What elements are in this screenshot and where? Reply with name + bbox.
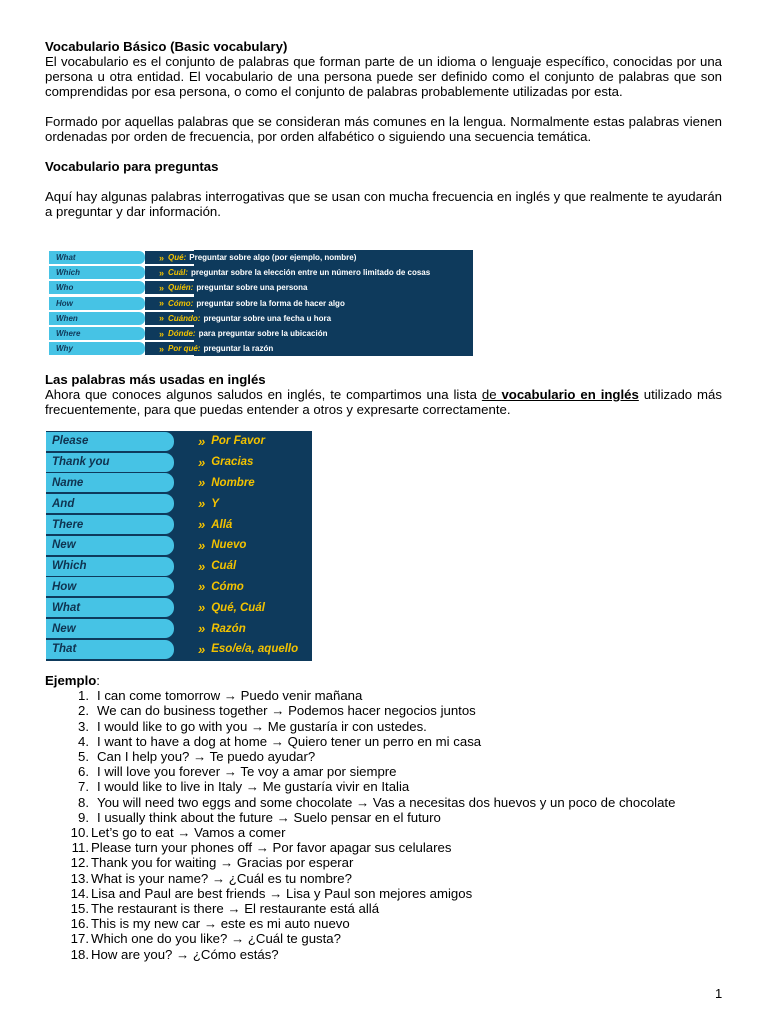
- example-item: [45, 855, 722, 870]
- example-number: 1.: [78, 688, 89, 704]
- common-word-row: [46, 639, 312, 660]
- example-number: 13.: [70, 870, 89, 886]
- double-arrow-icon: »: [198, 517, 206, 533]
- common-word-translation: Eso/e/a, aquello: [211, 643, 299, 656]
- question-word-spanish: [145, 281, 473, 294]
- question-word-english: Where: [49, 327, 145, 340]
- example-item: [45, 779, 722, 794]
- common-word-spanish: [178, 557, 312, 576]
- paragraph-question-words: Aquí hay algunas palabras interrogativas que se usan con mucha frecuencia en inglés y que realmente te ayudarán a preguntar y dar información.: [45, 189, 722, 219]
- common-word-row: [46, 452, 312, 473]
- common-word-translation: Cuál: [211, 560, 237, 573]
- common-word-english: Which: [46, 557, 174, 576]
- double-arrow-icon: »: [198, 537, 206, 553]
- examples-list: [45, 688, 722, 962]
- question-word-keyword: Cómo:: [168, 298, 194, 308]
- common-word-spanish: [178, 640, 312, 659]
- question-word-row: [49, 296, 473, 311]
- example-number: 12.: [70, 855, 89, 871]
- common-word-translation: Y: [211, 497, 219, 510]
- example-number: 5.: [78, 749, 89, 765]
- example-text: You will need two eggs and some chocolate → Vas a necesitas dos huevos y un poco de chocolate: [97, 794, 676, 810]
- common-word-translation: Qué, Cuál: [211, 601, 265, 614]
- example-number: 15.: [70, 901, 89, 917]
- example-text: I would like to live in Italy → Me gustaría vivir en Italia: [97, 779, 410, 795]
- example-text: I will love you forever → Te voy a amar por siempre: [97, 764, 397, 780]
- common-word-translation: Cómo: [211, 580, 244, 593]
- question-word-row: [49, 250, 473, 265]
- question-word-english: Why: [49, 342, 145, 355]
- example-item: [45, 719, 722, 734]
- example-text: What is your name? → ¿Cuál es tu nombre?: [91, 870, 352, 886]
- example-text: Which one do you like? → ¿Cuál te gusta?: [91, 931, 341, 947]
- double-arrow-icon: »: [159, 343, 165, 354]
- example-item: [45, 734, 722, 749]
- paragraph-text-start: Ahora que conoces algunos saludos en inglés, te compartimos una lista: [45, 387, 482, 402]
- common-word-spanish: [178, 619, 312, 638]
- double-arrow-icon: »: [159, 282, 165, 293]
- example-text: We can do business together → Podemos hacer negocios juntos: [97, 703, 476, 719]
- double-arrow-icon: »: [198, 641, 206, 657]
- common-word-english: New: [46, 536, 174, 555]
- example-text: This is my new car → este es mi auto nuevo: [91, 916, 350, 932]
- double-arrow-icon: »: [159, 267, 165, 278]
- common-word-translation: Allá: [211, 518, 233, 531]
- common-word-row: [46, 577, 312, 598]
- example-text: The restaurant is there → El restaurante está allá: [91, 901, 380, 917]
- common-word-spanish: [178, 473, 312, 492]
- question-word-description: preguntar sobre la forma de hacer algo: [196, 298, 345, 308]
- common-word-translation: Por Favor: [211, 435, 265, 448]
- common-word-row: [46, 597, 312, 618]
- document-body: [45, 39, 722, 219]
- question-word-english: Who: [49, 281, 145, 294]
- question-word-spanish: [145, 342, 473, 355]
- example-text: I usually think about the future → Suelo pensar en el futuro: [97, 809, 441, 825]
- example-item: [45, 931, 722, 946]
- common-word-row: [46, 618, 312, 639]
- examples-heading-text: Ejemplo: [45, 673, 97, 688]
- double-arrow-icon: »: [159, 313, 165, 324]
- examples-heading: [45, 673, 722, 688]
- common-word-row: [46, 514, 312, 535]
- common-word-english: Name: [46, 473, 174, 492]
- common-word-translation: Nuevo: [211, 539, 247, 552]
- example-text: Please turn your phones off → Por favor apagar sus celulares: [91, 840, 452, 856]
- example-number: 11.: [71, 840, 89, 856]
- common-word-spanish: [178, 598, 312, 617]
- example-text: Thank you for waiting → Gracias por esperar: [91, 855, 354, 871]
- example-number: 2.: [78, 703, 89, 719]
- question-word-description: Preguntar sobre algo (por ejemplo, nombre): [189, 253, 357, 263]
- example-number: 16.: [70, 916, 89, 932]
- question-words-table: [49, 250, 473, 356]
- common-word-english: Thank you: [46, 453, 174, 472]
- example-item: [45, 810, 722, 825]
- question-word-keyword: Cuándo:: [168, 313, 201, 323]
- double-arrow-icon: »: [198, 600, 206, 616]
- example-number: 17.: [70, 931, 89, 947]
- example-item: [45, 688, 722, 703]
- common-word-spanish: [178, 453, 312, 472]
- question-word-keyword: Cuál:: [168, 268, 189, 278]
- double-arrow-icon: »: [198, 496, 206, 512]
- question-word-description: preguntar sobre la elección entre un número limitado de cosas: [191, 268, 431, 278]
- double-arrow-icon: »: [159, 328, 165, 339]
- common-word-translation: Razón: [211, 622, 246, 635]
- link-text-de: de: [481, 387, 502, 402]
- example-item: [45, 825, 722, 840]
- question-word-spanish: [145, 251, 473, 264]
- examples-section: [45, 673, 722, 962]
- page-number: 1: [715, 986, 723, 1001]
- example-number: 7.: [78, 779, 89, 795]
- question-word-row: [49, 341, 473, 356]
- common-word-translation: Nombre: [211, 476, 255, 489]
- question-word-description: preguntar sobre una fecha u hora: [203, 313, 332, 323]
- question-word-keyword: Quién:: [168, 283, 194, 293]
- common-words-table: [46, 431, 312, 661]
- section-most-used-words: [45, 372, 722, 417]
- example-text: Lisa and Paul are best friends → Lisa y Paul son mejores amigos: [91, 885, 473, 901]
- question-word-spanish: [145, 297, 473, 310]
- common-word-spanish: [178, 432, 312, 451]
- example-item: [45, 947, 722, 962]
- example-item: [45, 764, 722, 779]
- example-number: 10.: [70, 825, 89, 841]
- double-arrow-icon: »: [198, 558, 206, 574]
- link-text-bold: vocabulario en inglés: [501, 387, 639, 402]
- question-word-description: para preguntar sobre la ubicación: [198, 329, 328, 339]
- example-number: 14.: [70, 885, 89, 901]
- example-item: [45, 916, 722, 931]
- example-item: [45, 795, 722, 810]
- question-word-spanish: [145, 327, 473, 340]
- double-arrow-icon: »: [198, 454, 206, 470]
- example-number: 8.: [78, 794, 89, 810]
- double-arrow-icon: »: [159, 252, 165, 263]
- example-item: [45, 886, 722, 901]
- common-word-english: Please: [46, 432, 174, 451]
- vocabulary-link[interactable]: [482, 387, 639, 402]
- question-word-spanish: [145, 312, 473, 325]
- question-word-english: When: [49, 312, 145, 325]
- question-word-keyword: Qué:: [168, 253, 187, 263]
- example-item: [45, 871, 722, 886]
- common-word-english: And: [46, 494, 174, 513]
- question-word-row: [49, 326, 473, 341]
- example-number: 9.: [78, 809, 89, 825]
- paragraph-text-end: utilizado más frecuentemente, para que puedas entender a otros y expresarte correctamente.: [45, 387, 722, 417]
- common-word-spanish: [178, 577, 312, 596]
- example-text: I want to have a dog at home → Quiero tener un perro en mi casa: [97, 733, 482, 749]
- common-word-row: [46, 556, 312, 577]
- question-word-spanish: [145, 266, 473, 279]
- common-word-row: [46, 473, 312, 494]
- question-word-keyword: Por qué:: [168, 344, 201, 354]
- examples-heading-colon: :: [96, 673, 100, 688]
- question-word-row: [49, 265, 473, 280]
- example-item: [45, 703, 722, 718]
- example-number: 3.: [78, 718, 89, 734]
- question-word-english: How: [49, 297, 145, 310]
- question-word-english: Which: [49, 266, 145, 279]
- double-arrow-icon: »: [198, 579, 206, 595]
- paragraph-vocabulary-definition: El vocabulario es el conjunto de palabras que forman parte de un idioma o lenguaje específico, conocidas por una persona u otra entidad. El vocabulario de una persona puede ser definido como el conjunto de palabras que son comprendidas por esa persona, o como el conjunto de palabras probablemente utilizadas por esta.: [45, 54, 722, 99]
- example-item: [45, 901, 722, 916]
- common-word-spanish: [178, 515, 312, 534]
- example-text: Can I help you? → Te puedo ayudar?: [97, 749, 316, 765]
- common-words-rows: [46, 431, 312, 660]
- example-number: 18.: [70, 946, 89, 962]
- question-word-row: [49, 311, 473, 326]
- common-word-row: [46, 535, 312, 556]
- common-word-spanish: [178, 494, 312, 513]
- common-word-translation: Gracias: [211, 456, 254, 469]
- example-text: I would like to go with you → Me gustaría ir con ustedes.: [97, 718, 427, 734]
- question-word-english: What: [49, 251, 145, 264]
- example-item: [45, 840, 722, 855]
- question-word-keyword: Dónde:: [168, 329, 196, 339]
- double-arrow-icon: »: [159, 298, 165, 309]
- example-text: I can come tomorrow → Puedo venir mañana: [97, 688, 363, 704]
- double-arrow-icon: »: [198, 475, 206, 491]
- question-word-description: preguntar la razón: [203, 344, 274, 354]
- common-word-row: [46, 431, 312, 452]
- common-word-row: [46, 493, 312, 514]
- common-word-english: New: [46, 619, 174, 638]
- question-word-row: [49, 280, 473, 295]
- example-number: 6.: [78, 764, 89, 780]
- question-word-description: preguntar sobre una persona: [196, 283, 308, 293]
- common-word-english: That: [46, 640, 174, 659]
- example-item: [45, 749, 722, 764]
- common-word-english: What: [46, 598, 174, 617]
- heading-basic-vocabulary: Vocabulario Básico (Basic vocabulary): [45, 39, 288, 54]
- paragraph-common-words: Formado por aquellas palabras que se consideran más comunes en la lengua. Normalmente estas palabras vienen ordenadas por orden de frecuencia, por orden alfabético o siguiendo una secuencia temática.: [45, 114, 722, 144]
- double-arrow-icon: »: [198, 621, 206, 637]
- heading-question-vocabulary: Vocabulario para preguntas: [45, 159, 219, 174]
- common-word-english: There: [46, 515, 174, 534]
- example-number: 4.: [78, 733, 89, 749]
- paragraph-most-used-words: [45, 387, 722, 417]
- example-text: How are you? → ¿Cómo estás?: [91, 946, 279, 962]
- common-word-english: How: [46, 577, 174, 596]
- heading-most-used-words: Las palabras más usadas en inglés: [45, 372, 266, 387]
- double-arrow-icon: »: [198, 433, 206, 449]
- common-word-spanish: [178, 536, 312, 555]
- example-text: Let’s go to eat → Vamos a comer: [91, 825, 286, 841]
